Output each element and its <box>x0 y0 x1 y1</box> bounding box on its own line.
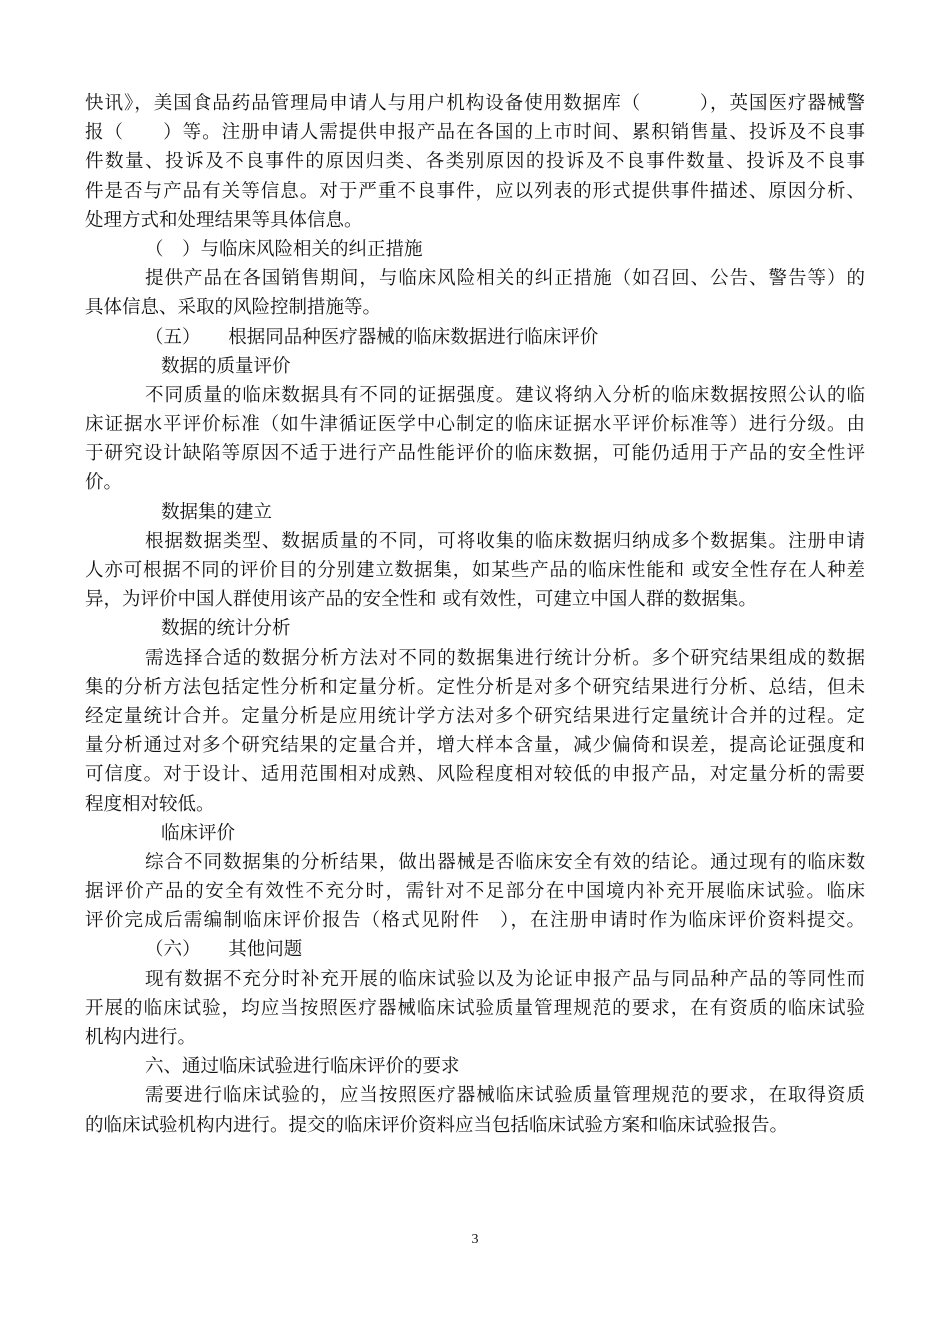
paragraph-line: 需选择合适的数据分析方法对不同的数据集进行统计分析。多个研究结果组成的数据 <box>145 647 865 669</box>
paragraph-line: 程度相对较低。 <box>85 793 215 815</box>
paragraph-line: 机构内进行。 <box>85 1027 197 1048</box>
paragraph-line: 可信度。对于设计、适用范围相对成熟、风险程度相对较低的申报产品，对定量分析的需要 <box>85 764 865 786</box>
paragraph-line: 经定量统计合并。定量分析是应用统计学方法对多个研究结果进行定量统计合并的过程。定 <box>85 705 865 727</box>
paragraph-line: 综合不同数据集的分析结果，做出器械是否临床安全有效的结论。通过现有的临床数 <box>145 851 865 873</box>
subsection-heading: （ ）与临床风险相关的纠正措施 <box>145 238 423 260</box>
paragraph-line: 床证据水平评价标准（如牛津循证医学中心制定的临床证据水平评价标准等）进行分级。由 <box>85 414 865 436</box>
section-heading: （六） 其他问题 <box>145 939 303 961</box>
subsection-heading: 数据集的建立 <box>161 501 273 523</box>
paragraph-line: 具体信息、采取的风险控制措施等。 <box>85 297 382 319</box>
body-text <box>85 89 865 1140</box>
paragraph-line: 处理方式和处理结果等具体信息。 <box>85 209 363 231</box>
paragraph-line: 件数量、投诉及不良事件的原因归类、各类别原因的投诉及不良事件数量、投诉及不良事 <box>85 151 865 173</box>
chapter-heading: 六、通过临床试验进行临床评价的要求 <box>145 1056 460 1078</box>
paragraph-line: 报（ ）等。注册申请人需提供申报产品在各国的上市时间、累积销售量、投诉及不良事 <box>85 122 865 144</box>
paragraph-line: 件是否与产品有关等信息。对于严重不良事件，应以列表的形式提供事件描述、原因分析、 <box>85 180 865 202</box>
paragraph-line: 开展的临床试验，均应当按照医疗器械临床试验质量管理规范的要求，在有资质的临床试验 <box>85 997 865 1019</box>
subsection-heading: 数据的质量评价 <box>161 355 291 377</box>
paragraph-line: 人亦可根据不同的评价目的分别建立数据集，如某些产品的临床性能和 或安全性存在人种差 <box>85 560 865 581</box>
section-heading: （五） 根据同品种医疗器械的临床数据进行临床评价 <box>145 326 599 348</box>
subsection-heading: 数据的统计分析 <box>161 618 291 640</box>
paragraph-line: 根据数据类型、数据质量的不同，可将收集的临床数据归纳成多个数据集。注册申请 <box>145 530 865 552</box>
paragraph-line: 量分析通过对多个研究结果的定量合并，增大样本含量，减少偏倚和误差，提高论证强度和 <box>85 735 865 757</box>
paragraph-line: 集的分析方法包括定性分析和定量分析。定性分析是对多个研究结果进行分析、总结，但未 <box>85 676 865 698</box>
paragraph-line: 需要进行临床试验的，应当按照医疗器械临床试验质量管理规范的要求，在取得资质 <box>145 1085 865 1107</box>
paragraph-line: 异，为评价中国人群使用该产品的安全性和 或有效性，可建立中国人群的数据集。 <box>85 589 757 611</box>
paragraph-line: 的临床试验机构内进行。提交的临床评价资料应当包括临床试验方案和临床试验报告。 <box>85 1114 789 1136</box>
paragraph-line: 不同质量的临床数据具有不同的证据强度。建议将纳入分析的临床数据按照公认的临 <box>145 384 865 406</box>
page-number: 3 <box>471 1232 479 1247</box>
paragraph-line: 提供产品在各国销售期间，与临床风险相关的纠正措施（如召回、公告、警告等）的 <box>145 268 865 290</box>
paragraph-line: 价。 <box>85 472 123 494</box>
paragraph-line: 现有数据不充分时补充开展的临床试验以及为论证申报产品与同品种产品的等同性而 <box>145 968 865 990</box>
paragraph-line: 据评价产品的安全有效性不充分时，需针对不足部分在中国境内补充开展临床试验。临床 <box>85 881 865 903</box>
paragraph-line: 评价完成后需编制临床评价报告（格式见附件 ），在注册申请时作为临床评价资料提交。 <box>85 910 865 932</box>
subsection-heading: 临床评价 <box>161 822 236 844</box>
paragraph-line: 快讯》，美国食品药品管理局申请人与用户机构设备使用数据库（ ），英国医疗器械警 <box>85 93 865 114</box>
paragraph-line: 于研究设计缺陷等原因不适于进行产品性能评价的临床数据，可能仍适用于产品的安全性评 <box>85 443 865 465</box>
